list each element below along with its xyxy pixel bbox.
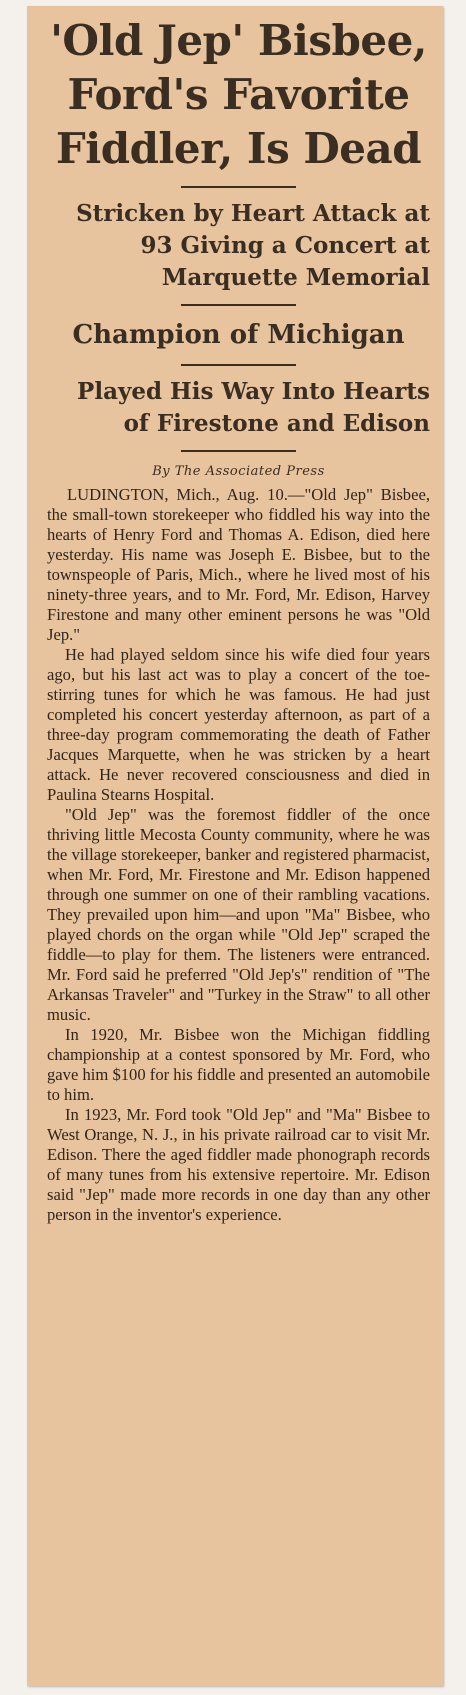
article xyxy=(47,6,430,1225)
deck-played: Played His Way Into Hearts of Firestone and Edison xyxy=(77,378,430,437)
paragraph: In 1923, Mr. Ford took "Old Jep" and "Ma" Bisbee to West Orange, N. J., in his private railroad car to visit Mr. Edison. There the aged fiddler made phonograph records of many tunes from his extensive repertoire. Mr. Edison said "Jep" made more records in one day than any other person in the inventor's experience. xyxy=(47,1105,430,1224)
paragraph: He had played seldom since his wife died four years ago, but his last act was to play a concert of the toe-stirring tunes for which he was famous. He had just completed his concert yesterday afternoon, as part of a three-day program commemorating the death of Father Jacques Marquette, when he was stricken by a heart attack. He never recovered consciousness and died in Paulina Stearns Hospital. xyxy=(47,645,430,804)
deck-stricken: Stricken by Heart Attack at 93 Giving a Concert at Marquette Memorial xyxy=(76,200,430,291)
paragraph: LUDINGTON, Mich., Aug. 10.—"Old Jep" Bisbee, the small-town storekeeper who fiddled his way into the hearts of Henry Ford and Thomas A. Edison, died here yesterday. His name was Joseph E. Bisbee, but to the townspeople of Paris, Mich., where he lived most of his ninety-three years, and to Mr. Ford, Mr. Edison, Harvey Firestone and many other eminent persons he was "Old Jep." xyxy=(47,485,430,644)
divider-rule xyxy=(181,304,296,306)
article-body xyxy=(47,485,430,1225)
divider-rule xyxy=(181,364,296,366)
divider-rule xyxy=(181,186,296,188)
byline: By The Associated Press xyxy=(152,464,325,479)
headline: 'Old Jep' Bisbee, Ford's Favorite Fiddler, Is Dead xyxy=(50,16,427,173)
newspaper-clipping xyxy=(27,6,443,1686)
paragraph: In 1920, Mr. Bisbee won the Michigan fiddling championship at a contest sponsored by Mr. Ford, who gave him $100 for his fiddle and presented an automobile to him. xyxy=(47,1025,430,1104)
paragraph: "Old Jep" was the foremost fiddler of the once thriving little Mecosta County community, where he was the village storekeeper, banker and registered pharmacist, when Mr. Ford, Mr. Firestone and Mr. Edison happened through one summer on one of their rambling vacations. They prevailed upon him—and upon "Ma" Bisbee, who played chords on the organ while "Old Jep" scraped the fiddle—to play for them. The listeners were entranced. Mr. Ford said he preferred "Old Jep's" rendition of "The Arkansas Traveler" and "Turkey in the Straw" to all other music. xyxy=(47,805,430,1024)
deck-champion: Champion of Michigan xyxy=(72,320,405,350)
divider-rule xyxy=(181,450,296,452)
